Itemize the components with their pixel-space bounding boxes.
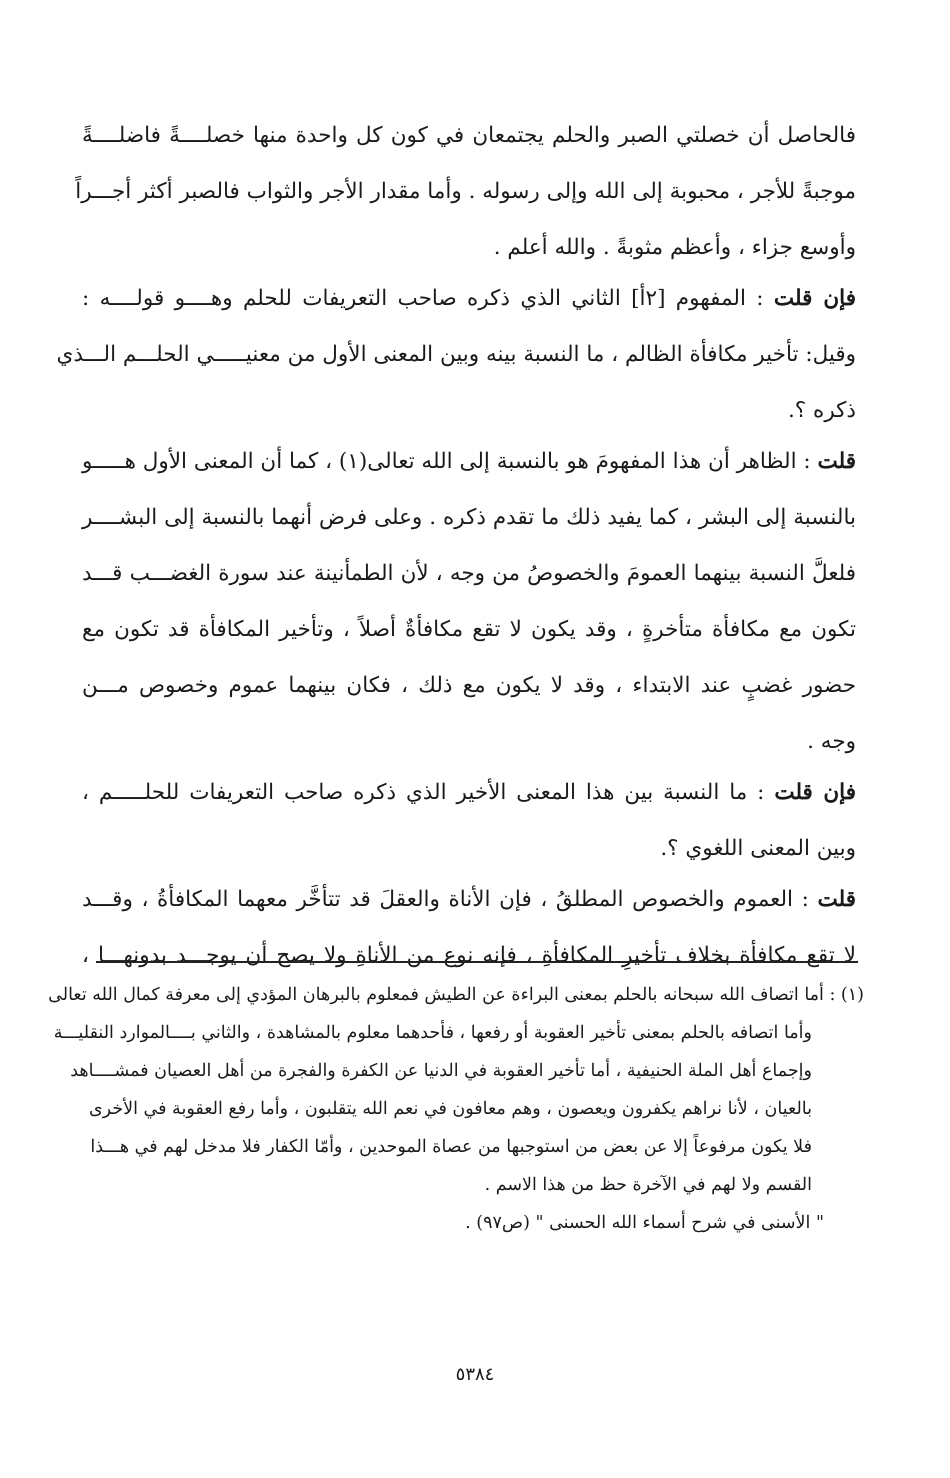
footnote-line: بالعيان ، لأنا نراهم يكفرون ويعصون ، وهم معافون في نعم الله يتقلبون ، وأما رفع العقوبة في الأخرى (88, 1099, 812, 1119)
text-line: ذكره ؟. (787, 398, 856, 423)
text-line: وبين المعنى اللغوي ؟. (660, 836, 856, 861)
text-line: بالنسبة إلى البشر ، كما يفيد ذلك ما تقدم ذكره . وعلى فرض أنهما بالنسبة إلى البشــــر (82, 505, 856, 530)
text-line: حضور غضبٍ عند الابتداء ، وقد لا يكون مع ذلك ، فكان بينهما عموم وخصوص مـــن (82, 673, 856, 698)
question-lead: فإن قلت (774, 780, 857, 805)
footnote-line: وإجماع أهل الملة الحنيفية ، أما تأخير العقوبة في الدنيا عن الكفرة والفجرة من أهل العصيان فمشــــاهد (70, 1061, 812, 1081)
question-lead: فإن قلت (773, 286, 857, 311)
text-line: وأوسع جزاء ، وأعظم مثوبةً . والله أعلم . (493, 235, 856, 260)
text-line: لا تقع مكافأة بخلاف تأخيرِ المكافأةِ ، فإنه نوع من الأناةِ ولا يصح أن يوجـــد بدونهـــا ، (82, 943, 856, 968)
footnote-line: وأما اتصافه بالحلم بمعنى تأخير العقوبة أو رفعها ، فأحدهما معلوم بالمشاهدة ، والثاني بــــالموارد النقليـــة (53, 1023, 812, 1043)
text-line (82, 886, 856, 914)
text-line (82, 285, 856, 313)
text-line: وجه . (807, 729, 856, 754)
text-line: فلعلَّ النسبة بينهما العمومَ والخصوصُ من وجه ، لأن الطمأنينة عند سورة الغضـــب قـــد (82, 561, 856, 586)
text-line (82, 779, 856, 807)
main-text (56, 122, 857, 970)
page-number: ٥٣٨٤ (455, 1364, 495, 1385)
text-line: وقيل: تأخير مكافأة الظالم ، ما النسبة بينه وبين المعنى الأول من معنيـــــي الحلـــم الـــذي (56, 342, 856, 367)
paragraph-1 (75, 122, 856, 262)
text-line: فالحاصل أن خصلتي الصبر والحلم يجتمعان في كون كل واحدة منها خصلــــةً فاضلــــةً (82, 123, 856, 148)
text-line (82, 448, 856, 476)
paragraph-2 (56, 285, 857, 425)
paragraph-3 (82, 448, 856, 756)
footnote-source: " الأسنى في شرح أسماء الله الحسنى " (ص٩٧) . (465, 1213, 824, 1233)
footnote-line: (١) : أما اتصاف الله سبحانه بالحلم بمعنى البراءة عن الطيش فمعلوم بالبرهان المؤدي إلى معرفة كمال الله تعالى (48, 985, 864, 1005)
text-span: : العموم والخصوص المطلقُ ، فإن الأناة والعقلَ قد تتأخَّر معهما المكافأةُ ، وقـــد (82, 887, 818, 912)
footnote-line: القسم ولا لهم في الآخرة حظ من هذا الاسم . (484, 1175, 812, 1195)
text-span: : المفهوم [٢أ] الثاني الذي ذكره صاحب التعريفات للحلم وهــــو قولــــه : (82, 286, 774, 311)
text-span: : الظاهر أن هذا المفهومَ هو بالنسبة إلى الله تعالى(١) ، كما أن المعنى الأول هـــــو (82, 449, 818, 474)
answer-lead: قلت (817, 449, 856, 474)
answer-lead: قلت (817, 887, 856, 912)
paragraph-4 (82, 779, 856, 863)
text-line: موجبةً للأجر ، محبوبة إلى الله وإلى رسوله . وأما مقدار الأجر والثواب فالصبر أكثر أجـــراً (75, 179, 856, 204)
text-span: : ما النسبة بين هذا المعنى الأخير الذي ذكره صاحب التعريفات للحلـــــم ، (82, 780, 775, 805)
footnote-separator (96, 961, 858, 963)
text-line: تكون مع مكافأة متأخرةٍ ، وقد يكون لا تقع مكافأةٌ أصلاً ، وتأخير المكافأة قد تكون مع (82, 617, 856, 642)
paragraph-5 (82, 886, 856, 970)
footnotes (48, 983, 864, 1235)
footnote-line: فلا يكون مرفوعاً إلا عن بعض من استوجبها من عصاة الموحدين ، وأمّا الكفار فلا مدخل لهم في هـــذا (90, 1137, 812, 1157)
